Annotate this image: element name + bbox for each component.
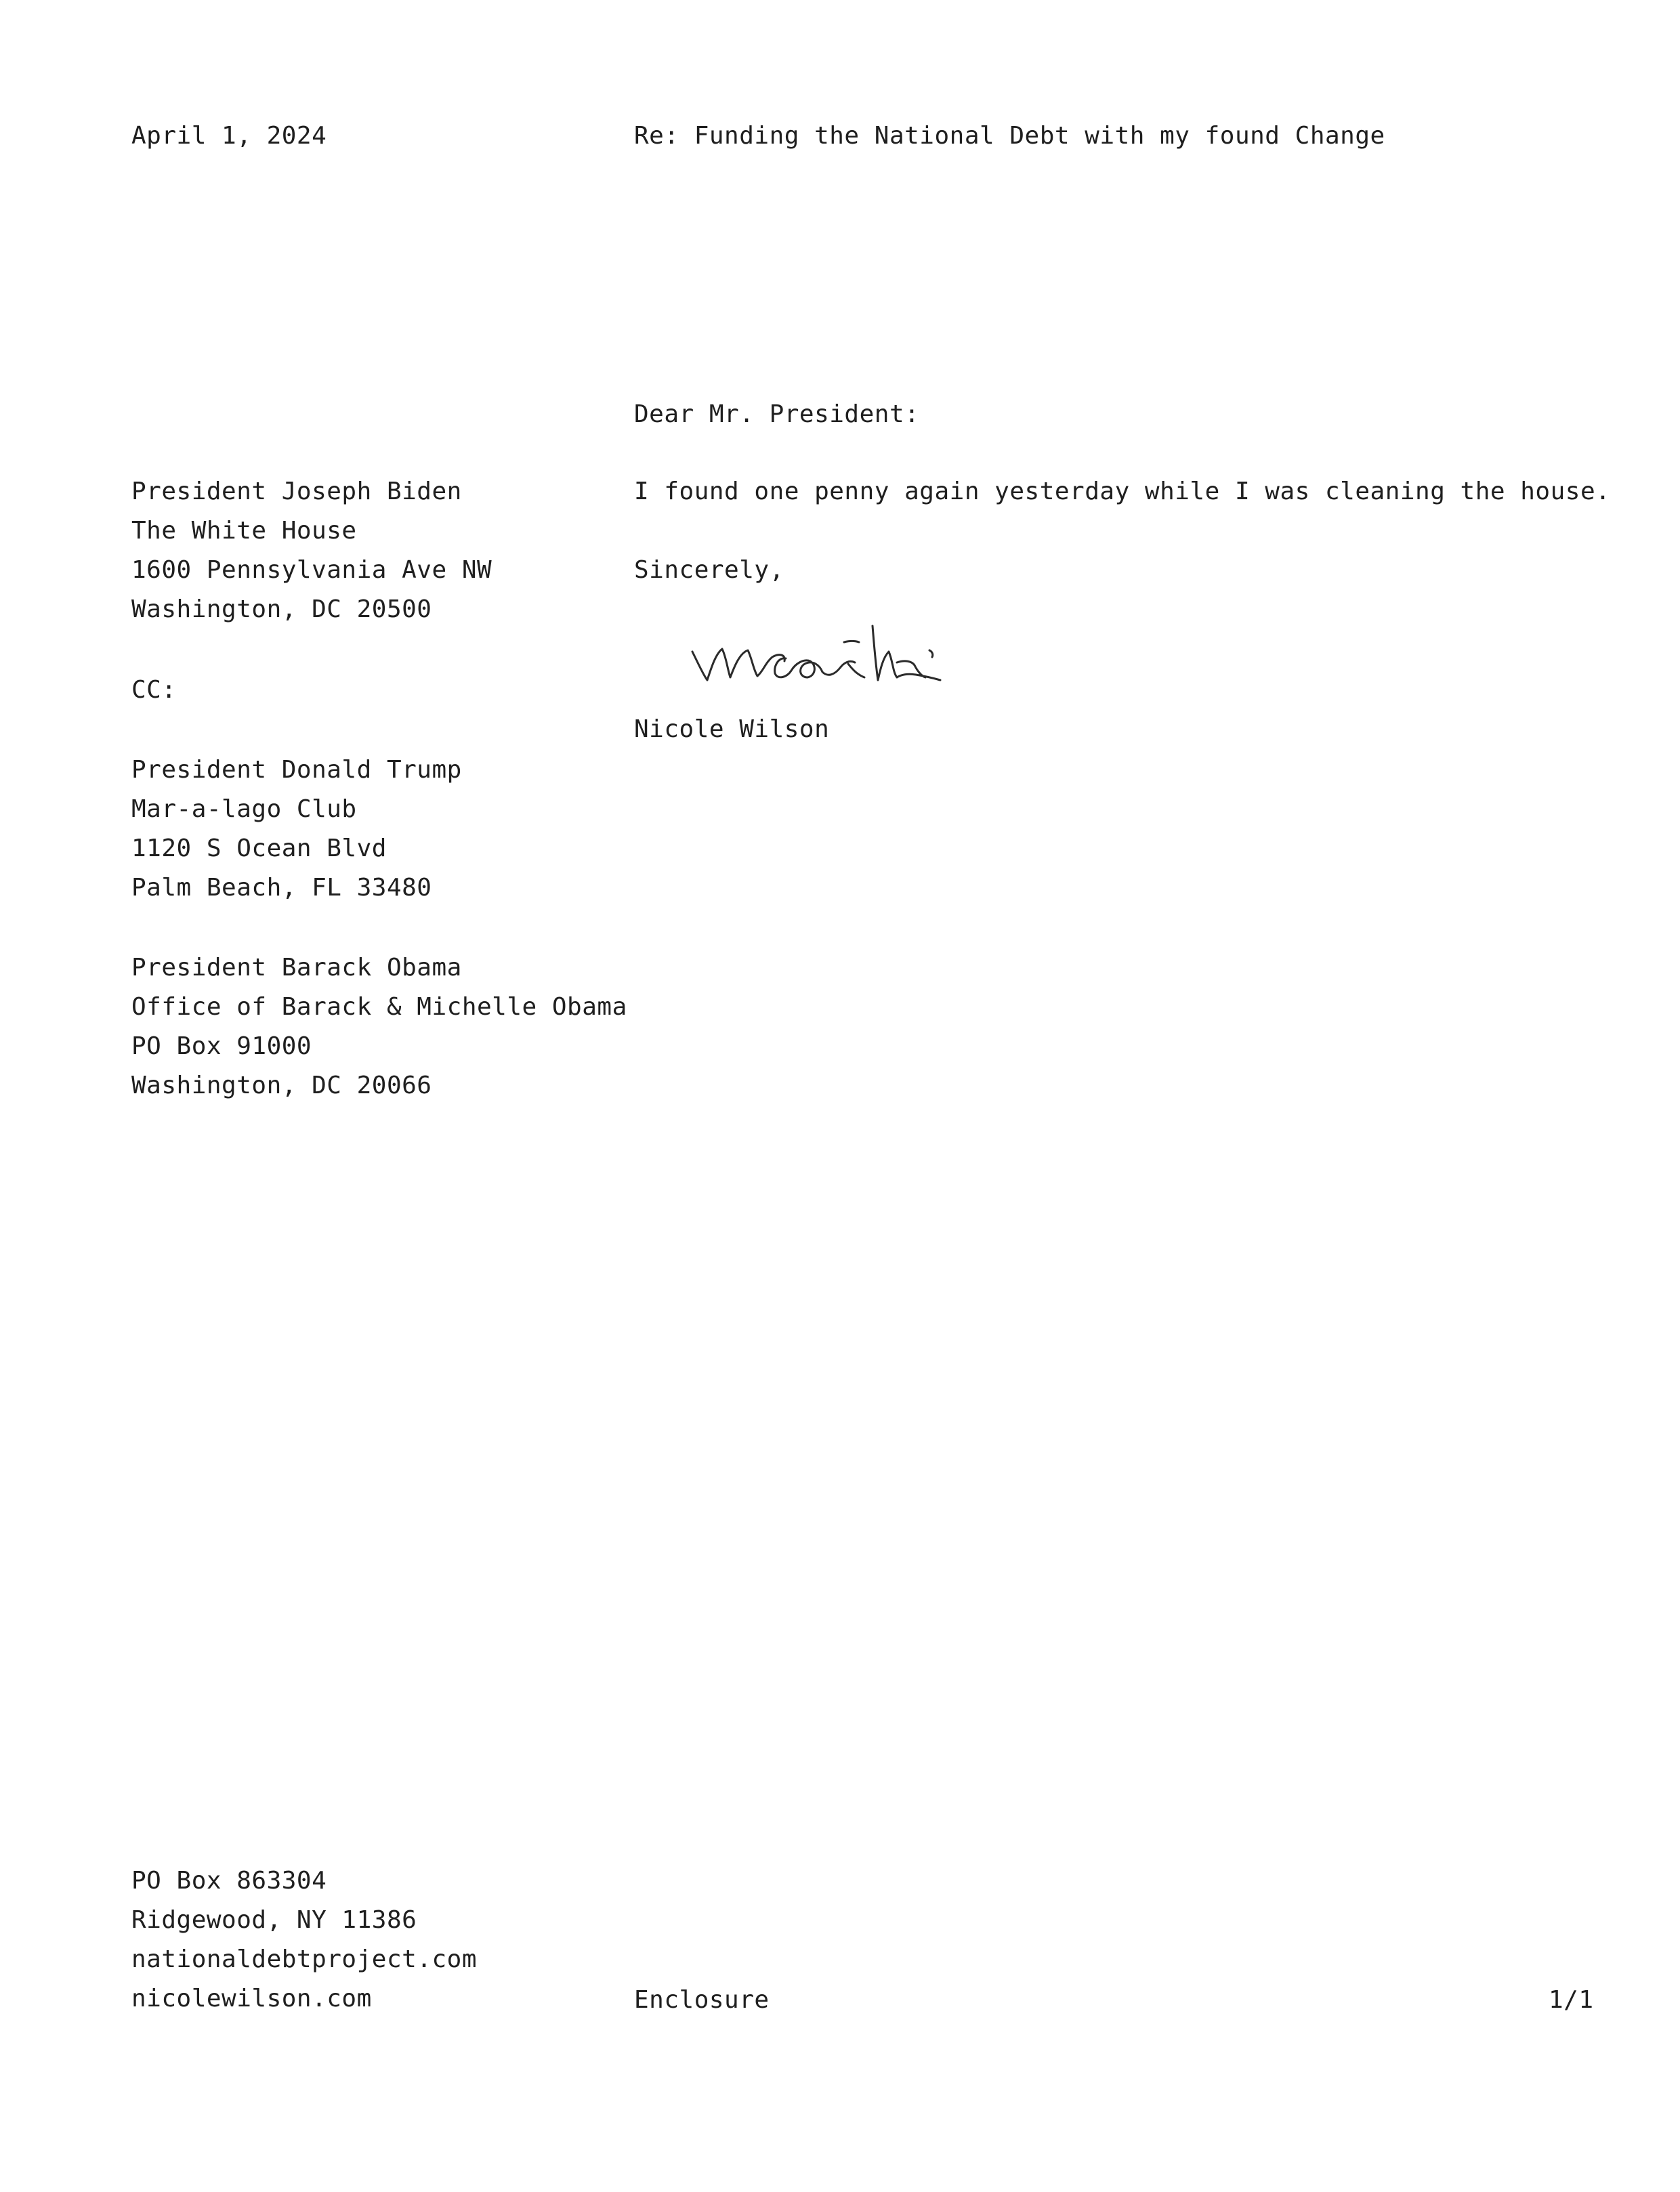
closing: Sincerely, [634,556,784,584]
letter-date: April 1, 2024 [131,122,327,150]
handwritten-signature [684,610,1009,698]
recipient-address-line: 1600 Pennsylvania Ave NW [131,556,492,584]
cc-address [131,751,462,908]
sender-address-line: PO Box 863304 [131,1867,327,1895]
cc-label: CC: [131,676,177,704]
cc-address-line: Mar-a-lago Club [131,795,357,823]
cc-address-line: 1120 S Ocean Blvd [131,835,387,862]
enclosure-note: Enclosure [634,1986,770,2014]
cc-address-line: Palm Beach, FL 33480 [131,874,432,902]
cc-address-line: PO Box 91000 [131,1032,312,1060]
signer-name: Nicole Wilson [634,715,830,743]
recipient-address-line: Washington, DC 20500 [131,595,432,623]
cc-address-line: President Barack Obama [131,954,462,982]
sender-address [131,1861,477,2019]
cc-address [131,948,627,1105]
sender-address-line: Ridgewood, NY 11386 [131,1906,417,1934]
letter-subject: Re: Funding the National Debt with my found Change [634,122,1385,150]
sender-website: nicolewilson.com [131,1985,372,2012]
recipient-address-line: The White House [131,517,357,545]
cc-address-line: President Donald Trump [131,756,462,784]
page-number: 1/1 [1549,1986,1594,2014]
sender-website: nationaldebtproject.com [131,1945,477,1973]
recipient-address-line: President Joseph Biden [131,478,462,505]
recipient-address [131,472,492,629]
salutation: Dear Mr. President: [634,400,920,428]
cc-address-line: Office of Barack & Michelle Obama [131,993,627,1021]
cc-address-line: Washington, DC 20066 [131,1072,432,1099]
letter-body: I found one penny again yesterday while I was cleaning the house. [634,478,1611,505]
